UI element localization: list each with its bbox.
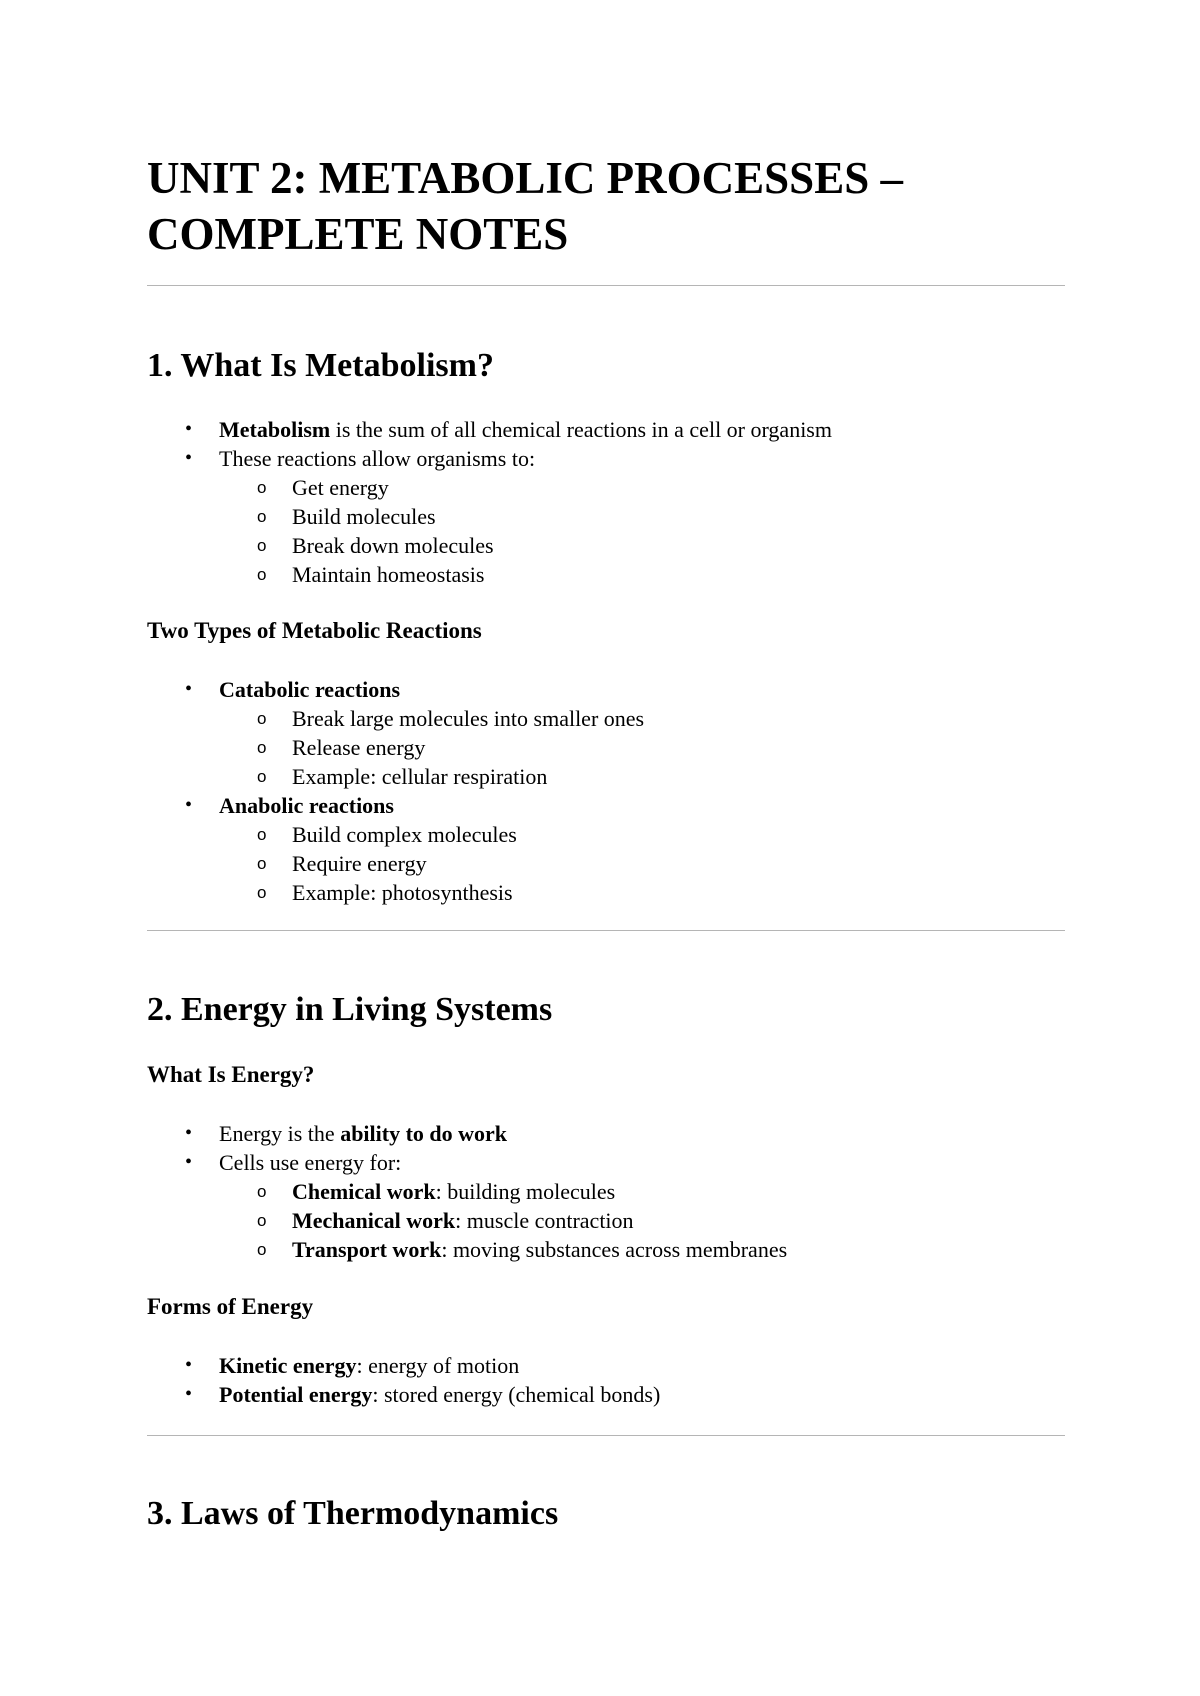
list-item: • These reactions allow organisms to: — [185, 446, 536, 471]
reaction-types-list — [147, 675, 1065, 907]
list-item: • Kinetic energy: energy of motion — [185, 1353, 520, 1378]
list-item: o Example: photosynthesis — [257, 880, 513, 905]
list-item: o Break large molecules into smaller ones — [257, 706, 645, 731]
section-heading-metabolism: 1. What Is Metabolism? — [147, 347, 494, 384]
section-heading-thermodynamics: 3. Laws of Thermodynamics — [147, 1495, 559, 1532]
list-item: o Build complex molecules — [257, 822, 517, 847]
metabolism-list — [147, 415, 1065, 589]
circle-bullet-icon: o — [257, 883, 267, 902]
list-item: o Mechanical work: muscle contraction — [257, 1208, 634, 1233]
list-item: • Energy is the ability to do work — [185, 1121, 508, 1146]
subheading-reaction-types: Two Types of Metabolic Reactions — [147, 618, 482, 643]
list-item: • Catabolic reactions — [185, 677, 401, 702]
circle-bullet-icon: o — [257, 1240, 267, 1259]
bullet-icon: • — [185, 1122, 193, 1144]
list-item: o Release energy — [257, 735, 426, 760]
circle-bullet-icon: o — [257, 1211, 267, 1230]
bullet-icon: • — [185, 678, 193, 700]
list-item: o Transport work: moving substances across membranes — [257, 1237, 788, 1262]
circle-bullet-icon: o — [257, 767, 267, 786]
circle-bullet-icon: o — [257, 536, 267, 555]
list-item: o Get energy — [257, 475, 389, 500]
subheading-forms-of-energy: Forms of Energy — [147, 1294, 314, 1319]
page-title: UNIT 2: METABOLIC PROCESSES – COMPLETE NOTES — [147, 153, 903, 259]
bullet-icon: • — [185, 447, 193, 469]
bullet-icon: • — [185, 418, 193, 440]
bullet-icon: • — [185, 1354, 193, 1376]
circle-bullet-icon: o — [257, 1182, 267, 1201]
list-item: • Anabolic reactions — [185, 793, 394, 818]
list-item: • Cells use energy for: — [185, 1150, 402, 1175]
subheading-what-is-energy: What Is Energy? — [147, 1062, 315, 1087]
list-item: o Maintain homeostasis — [257, 562, 485, 587]
circle-bullet-icon: o — [257, 478, 267, 497]
circle-bullet-icon: o — [257, 825, 267, 844]
divider — [147, 930, 1065, 931]
bullet-icon: • — [185, 1151, 193, 1173]
energy-forms-list — [147, 1351, 1065, 1409]
list-item: o Break down molecules — [257, 533, 494, 558]
bullet-icon: • — [185, 1383, 193, 1405]
list-item: o Build molecules — [257, 504, 436, 529]
circle-bullet-icon: o — [257, 854, 267, 873]
list-item: o Example: cellular respiration — [257, 764, 548, 789]
list-item: • Potential energy: stored energy (chemical bonds) — [185, 1382, 661, 1407]
divider — [147, 1435, 1065, 1436]
divider — [147, 285, 1065, 286]
circle-bullet-icon: o — [257, 709, 267, 728]
section-heading-energy: 2. Energy in Living Systems — [147, 991, 553, 1028]
circle-bullet-icon: o — [257, 565, 267, 584]
list-item: o Chemical work: building molecules — [257, 1179, 616, 1204]
circle-bullet-icon: o — [257, 507, 267, 526]
list-item: • Metabolism is the sum of all chemical reactions in a cell or organism — [185, 417, 832, 442]
circle-bullet-icon: o — [257, 738, 267, 757]
bullet-icon: • — [185, 794, 193, 816]
list-item: o Require energy — [257, 851, 427, 876]
energy-list — [147, 1119, 1065, 1264]
